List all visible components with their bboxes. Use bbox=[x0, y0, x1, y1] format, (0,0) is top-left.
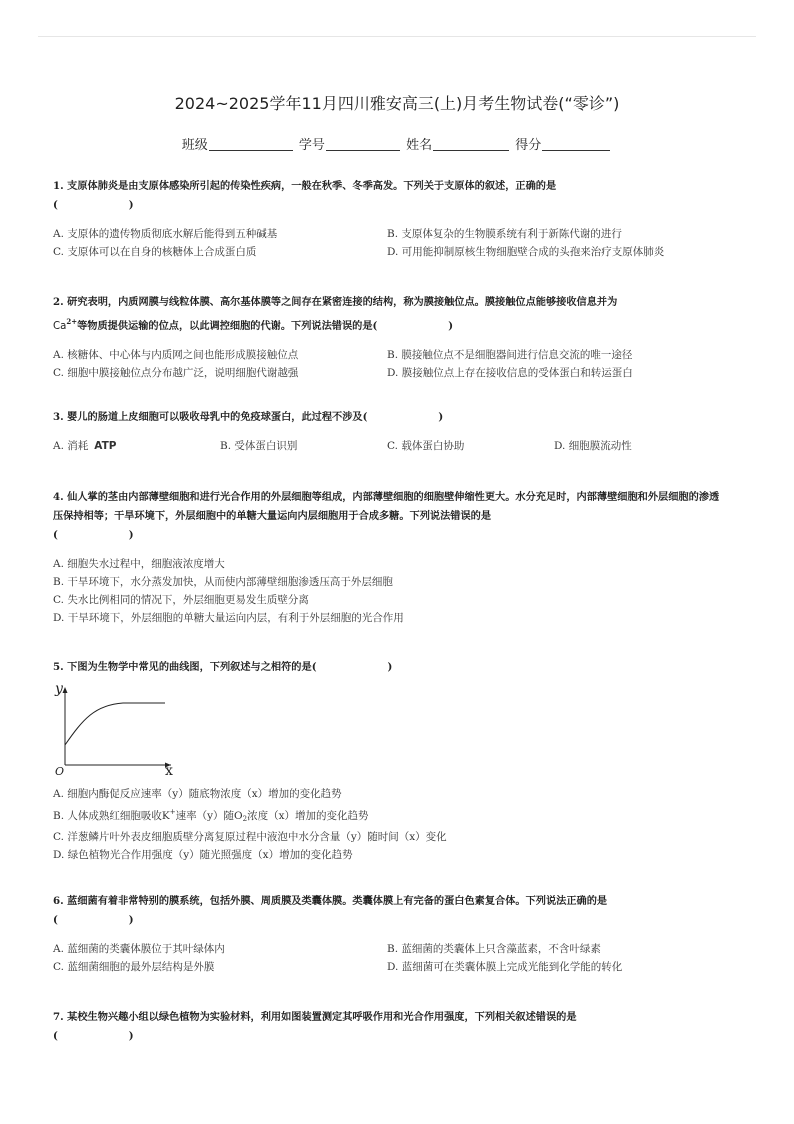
atp-term: ATP bbox=[94, 440, 117, 452]
option-c[interactable]: C. 支原体可以在自身的核糖体上合成蛋白质 bbox=[53, 246, 257, 258]
option-a[interactable]: A. 细胞内酶促反应速率（y）随底物浓度（x）增加的变化趋势 bbox=[53, 788, 342, 800]
option-d[interactable]: D. 膜接触位点上存在接收信息的受体蛋白和转运蛋白 bbox=[387, 367, 633, 379]
option-c[interactable]: C. 载体蛋白协助 bbox=[387, 440, 465, 452]
option-c[interactable]: C. 蓝细菌细胞的最外层结构是外膜 bbox=[53, 961, 215, 973]
question-5 bbox=[53, 658, 721, 864]
origin-label: O bbox=[55, 765, 65, 777]
option-c[interactable]: C. 失水比例相同的情况下，外层细胞更易发生质壁分离 bbox=[53, 594, 309, 606]
option-d[interactable]: D. 干旱环境下，外层细胞的单糖大量运向内层，有利于外层细胞的光合作用 bbox=[53, 612, 404, 624]
question-5-stem: 5. 下图为生物学中常见的曲线图，下列叙述与之相符的是( ) bbox=[53, 661, 393, 673]
name-blank[interactable] bbox=[433, 136, 509, 151]
option-b[interactable]: B. 膜接触位点不是细胞器间进行信息交流的唯一途径 bbox=[387, 349, 633, 361]
student-info-line bbox=[0, 134, 794, 153]
option-a[interactable]: A. 消耗 ATP bbox=[53, 440, 117, 452]
answer-paren: ( ) bbox=[311, 661, 393, 673]
name-label: 姓名 bbox=[406, 138, 433, 153]
question-6-stem: 6. 蓝细菌有着非常特别的膜系统，包括外膜、周质膜及类囊体膜。类囊体膜上有完备的蛋白色素复合体。下列说法正确的是 ( ) bbox=[53, 895, 608, 926]
question-7 bbox=[53, 1008, 721, 1046]
header-rule bbox=[38, 36, 756, 37]
y-axis-label: y bbox=[55, 681, 63, 697]
option-a[interactable]: A. 核糖体、中心体与内质网之间也能形成膜接触位点 bbox=[53, 349, 299, 361]
option-d[interactable]: D. 蓝细菌可在类囊体膜上完成光能到化学能的转化 bbox=[387, 961, 623, 973]
answer-paren: ( ) bbox=[53, 914, 134, 926]
question-1-stem: 1. 支原体肺炎是由支原体感染所引起的传染性疾病，一般在秋季、冬季高发。下列关于支原体的叙述，正确的是 ( ) bbox=[53, 180, 557, 211]
answer-paren: ( ) bbox=[53, 199, 134, 211]
option-b[interactable]: B. 干旱环境下，水分蒸发加快，从而使内部薄壁细胞渗透压高于外层细胞 bbox=[53, 576, 393, 588]
question-2-stem: 2. 研究表明，内质网膜与线粒体膜、高尔基体膜等之间存在紧密连接的结构，称为膜接触位点。膜接触位点能够接收信息并为 $Ca^{2+}$等物质提供运输的位点，以此调控细胞的代谢。下列说法错误的是( ) bbox=[53, 296, 618, 332]
option-d[interactable]: D. 可用能抑制原核生物细胞壁合成的头孢来治疗支原体肺炎 bbox=[387, 246, 665, 258]
answer-paren: ( ) bbox=[372, 320, 454, 332]
option-c[interactable]: C. 洋葱鳞片叶外表皮细胞质壁分离复原过程中液泡中水分含量（y）随时间（x）变化 bbox=[53, 831, 447, 843]
question-4 bbox=[53, 488, 721, 627]
option-b[interactable]: B. 人体成熟红细胞吸收K+速率（y）随$O_2$浓度（x）增加的变化趋势 bbox=[53, 808, 369, 823]
question-3 bbox=[53, 408, 721, 455]
question-6 bbox=[53, 892, 721, 976]
class-label: 班级 bbox=[181, 138, 208, 153]
class-blank[interactable] bbox=[209, 136, 293, 151]
option-b[interactable]: B. 支原体复杂的生物膜系统有利于新陈代谢的进行 bbox=[387, 228, 622, 240]
id-label: 学号 bbox=[298, 138, 325, 153]
option-c[interactable]: C. 细胞中膜接触位点分布越广泛，说明细胞代谢越强 bbox=[53, 367, 299, 379]
curve-line bbox=[65, 703, 165, 745]
option-a[interactable]: A. 支原体的遗传物质彻底水解后能得到五种碱基 bbox=[53, 228, 278, 240]
option-b[interactable]: B. 受体蛋白识别 bbox=[220, 440, 298, 452]
saturation-curve-graph bbox=[53, 681, 183, 777]
y-axis-arrow bbox=[63, 687, 68, 693]
id-blank[interactable] bbox=[326, 136, 400, 151]
question-3-stem: 3. 婴儿的肠道上皮细胞可以吸收母乳中的免疫球蛋白，此过程不涉及( ) bbox=[53, 411, 444, 423]
score-blank[interactable] bbox=[542, 136, 610, 151]
option-b[interactable]: B. 蓝细菌的类囊体上只含藻蓝素，不含叶绿素 bbox=[387, 943, 601, 955]
answer-paren: ( ) bbox=[362, 411, 444, 423]
answer-paren: ( ) bbox=[53, 1030, 134, 1042]
question-1 bbox=[53, 177, 721, 261]
page-title: 2024~2025学年11月四川雅安高三(上)月考生物试卷(“零诊”) bbox=[174, 94, 620, 113]
score-label: 得分 bbox=[515, 138, 542, 153]
answer-paren: ( ) bbox=[53, 529, 134, 541]
option-a[interactable]: A. 蓝细菌的类囊体膜位于其叶绿体内 bbox=[53, 943, 225, 955]
question-2 bbox=[53, 293, 721, 382]
option-d[interactable]: D. 细胞膜流动性 bbox=[554, 440, 632, 452]
option-d[interactable]: D. 绿色植物光合作用强度（y）随光照强度（x）增加的变化趋势 bbox=[53, 849, 353, 861]
option-a[interactable]: A. 细胞失水过程中，细胞液浓度增大 bbox=[53, 558, 225, 570]
question-4-stem: 4. 仙人掌的茎由内部薄壁细胞和进行光合作用的外层细胞等组成，内部薄壁细胞的细胞壁伸缩性更大。水分充足时，内部薄壁细胞和外层细胞的渗透压保持相等；干旱环境下，外层细胞中的单糖大量运向内层细胞用于合成多糖。下列说法错误的是 ( ) bbox=[53, 491, 720, 541]
x-axis-label: x bbox=[165, 763, 173, 777]
question-7-stem: 7. 某校生物兴趣小组以绿色植物为实验材料，利用如图装置测定其呼吸作用和光合作用强度，下列相关叙述错误的是 ( ) bbox=[53, 1011, 577, 1042]
